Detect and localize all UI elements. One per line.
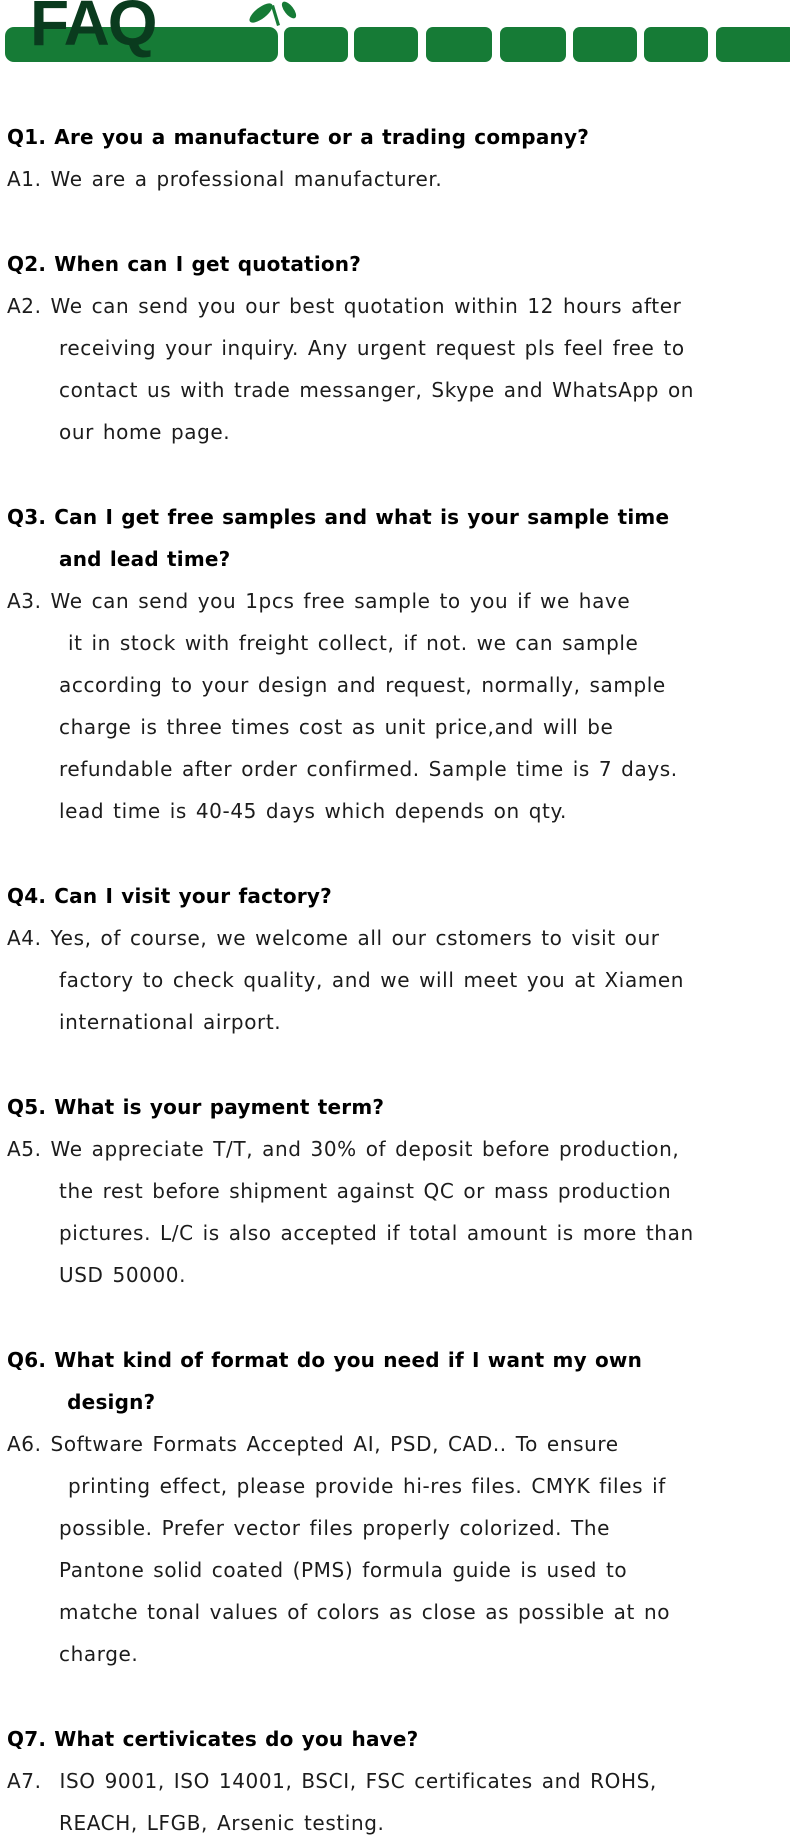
bamboo-segments	[284, 27, 790, 62]
faq-list	[0, 66, 790, 1841]
answer-line: USD 50000.	[59, 1263, 187, 1287]
banner	[0, 0, 790, 66]
question-line: Q2. When can I get quotation?	[7, 252, 362, 276]
answer-line: lead time is 40-45 days which depends on qty.	[59, 799, 567, 823]
question-line: Q3. Can I get free samples and what is your sample time	[7, 505, 670, 529]
answer-line: A5. We appreciate T/T, and 30% of deposit before production,	[7, 1137, 680, 1161]
answer-line: printing effect, please provide hi-res files. CMYK files if	[59, 1474, 666, 1498]
qa-block	[7, 1718, 790, 1841]
qa-block	[7, 1339, 790, 1675]
question	[7, 1339, 790, 1423]
question	[7, 875, 790, 917]
answer-line: A3. We can send you 1pcs free sample to you if we have	[7, 589, 631, 613]
question	[7, 496, 790, 580]
question-line: Q4. Can I visit your factory?	[7, 884, 332, 908]
answer	[7, 158, 790, 200]
question-line: and lead time?	[59, 547, 231, 571]
answer-line: contact us with trade messanger, Skype and WhatsApp on	[59, 378, 695, 402]
qa-block	[7, 1086, 790, 1296]
answer-line: refundable after order confirmed. Sample time is 7 days.	[59, 757, 678, 781]
answer-line: A6. Software Formats Accepted AI, PSD, CAD.. To ensure	[7, 1432, 619, 1456]
answer-line: A1. We are a professional manufacturer.	[7, 167, 443, 191]
answer	[7, 580, 790, 832]
answer-line: A2. We can send you our best quotation within 12 hours after	[7, 294, 682, 318]
question-line: Q7. What certivicates do you have?	[7, 1727, 419, 1751]
answer-line: factory to check quality, and we will meet you at Xiamen	[59, 968, 685, 992]
answer-line: the rest before shipment against QC or mass production	[59, 1179, 672, 1203]
answer-line: international airport.	[59, 1010, 282, 1034]
answer	[7, 1128, 790, 1296]
answer	[7, 1760, 790, 1841]
question	[7, 116, 790, 158]
question-line: design?	[59, 1390, 156, 1414]
answer-line: charge.	[59, 1642, 139, 1666]
question	[7, 1086, 790, 1128]
qa-block	[7, 243, 790, 453]
answer-line: possible. Prefer vector files properly colorized. The	[59, 1516, 611, 1540]
answer-line: receiving your inquiry. Any urgent request pls feel free to	[59, 336, 685, 360]
answer-line: pictures. L/C is also accepted if total amount is more than	[59, 1221, 694, 1245]
answer-line: our home page.	[59, 420, 231, 444]
question	[7, 1718, 790, 1760]
question-line: Q6. What kind of format do you need if I want my own	[7, 1348, 643, 1372]
question	[7, 243, 790, 285]
qa-block	[7, 875, 790, 1043]
answer	[7, 917, 790, 1043]
answer-line: matche tonal values of colors as close as possible at no	[59, 1600, 671, 1624]
qa-block	[7, 116, 790, 200]
question-line: Q5. What is your payment term?	[7, 1095, 385, 1119]
question-line: Q1. Are you a manufacture or a trading company?	[7, 125, 589, 149]
answer-line: charge is three times cost as unit price,and will be	[59, 715, 614, 739]
page-title: FAQ	[30, 0, 156, 59]
answer-line: A4. Yes, of course, we welcome all our cstomers to visit our	[7, 926, 660, 950]
answer-line: REACH, LFGB, Arsenic testing.	[59, 1811, 385, 1835]
answer-line: A7. ISO 9001, ISO 14001, BSCI, FSC certificates and ROHS,	[7, 1769, 657, 1793]
answer-line: it in stock with freight collect, if not. we can sample	[59, 631, 639, 655]
answer-line: according to your design and request, normally, sample	[59, 673, 666, 697]
bamboo-sprout-icon	[247, 0, 299, 26]
answer-line: Pantone solid coated (PMS) formula guide is used to	[59, 1558, 628, 1582]
answer	[7, 1423, 790, 1675]
answer	[7, 285, 790, 453]
qa-block	[7, 496, 790, 832]
